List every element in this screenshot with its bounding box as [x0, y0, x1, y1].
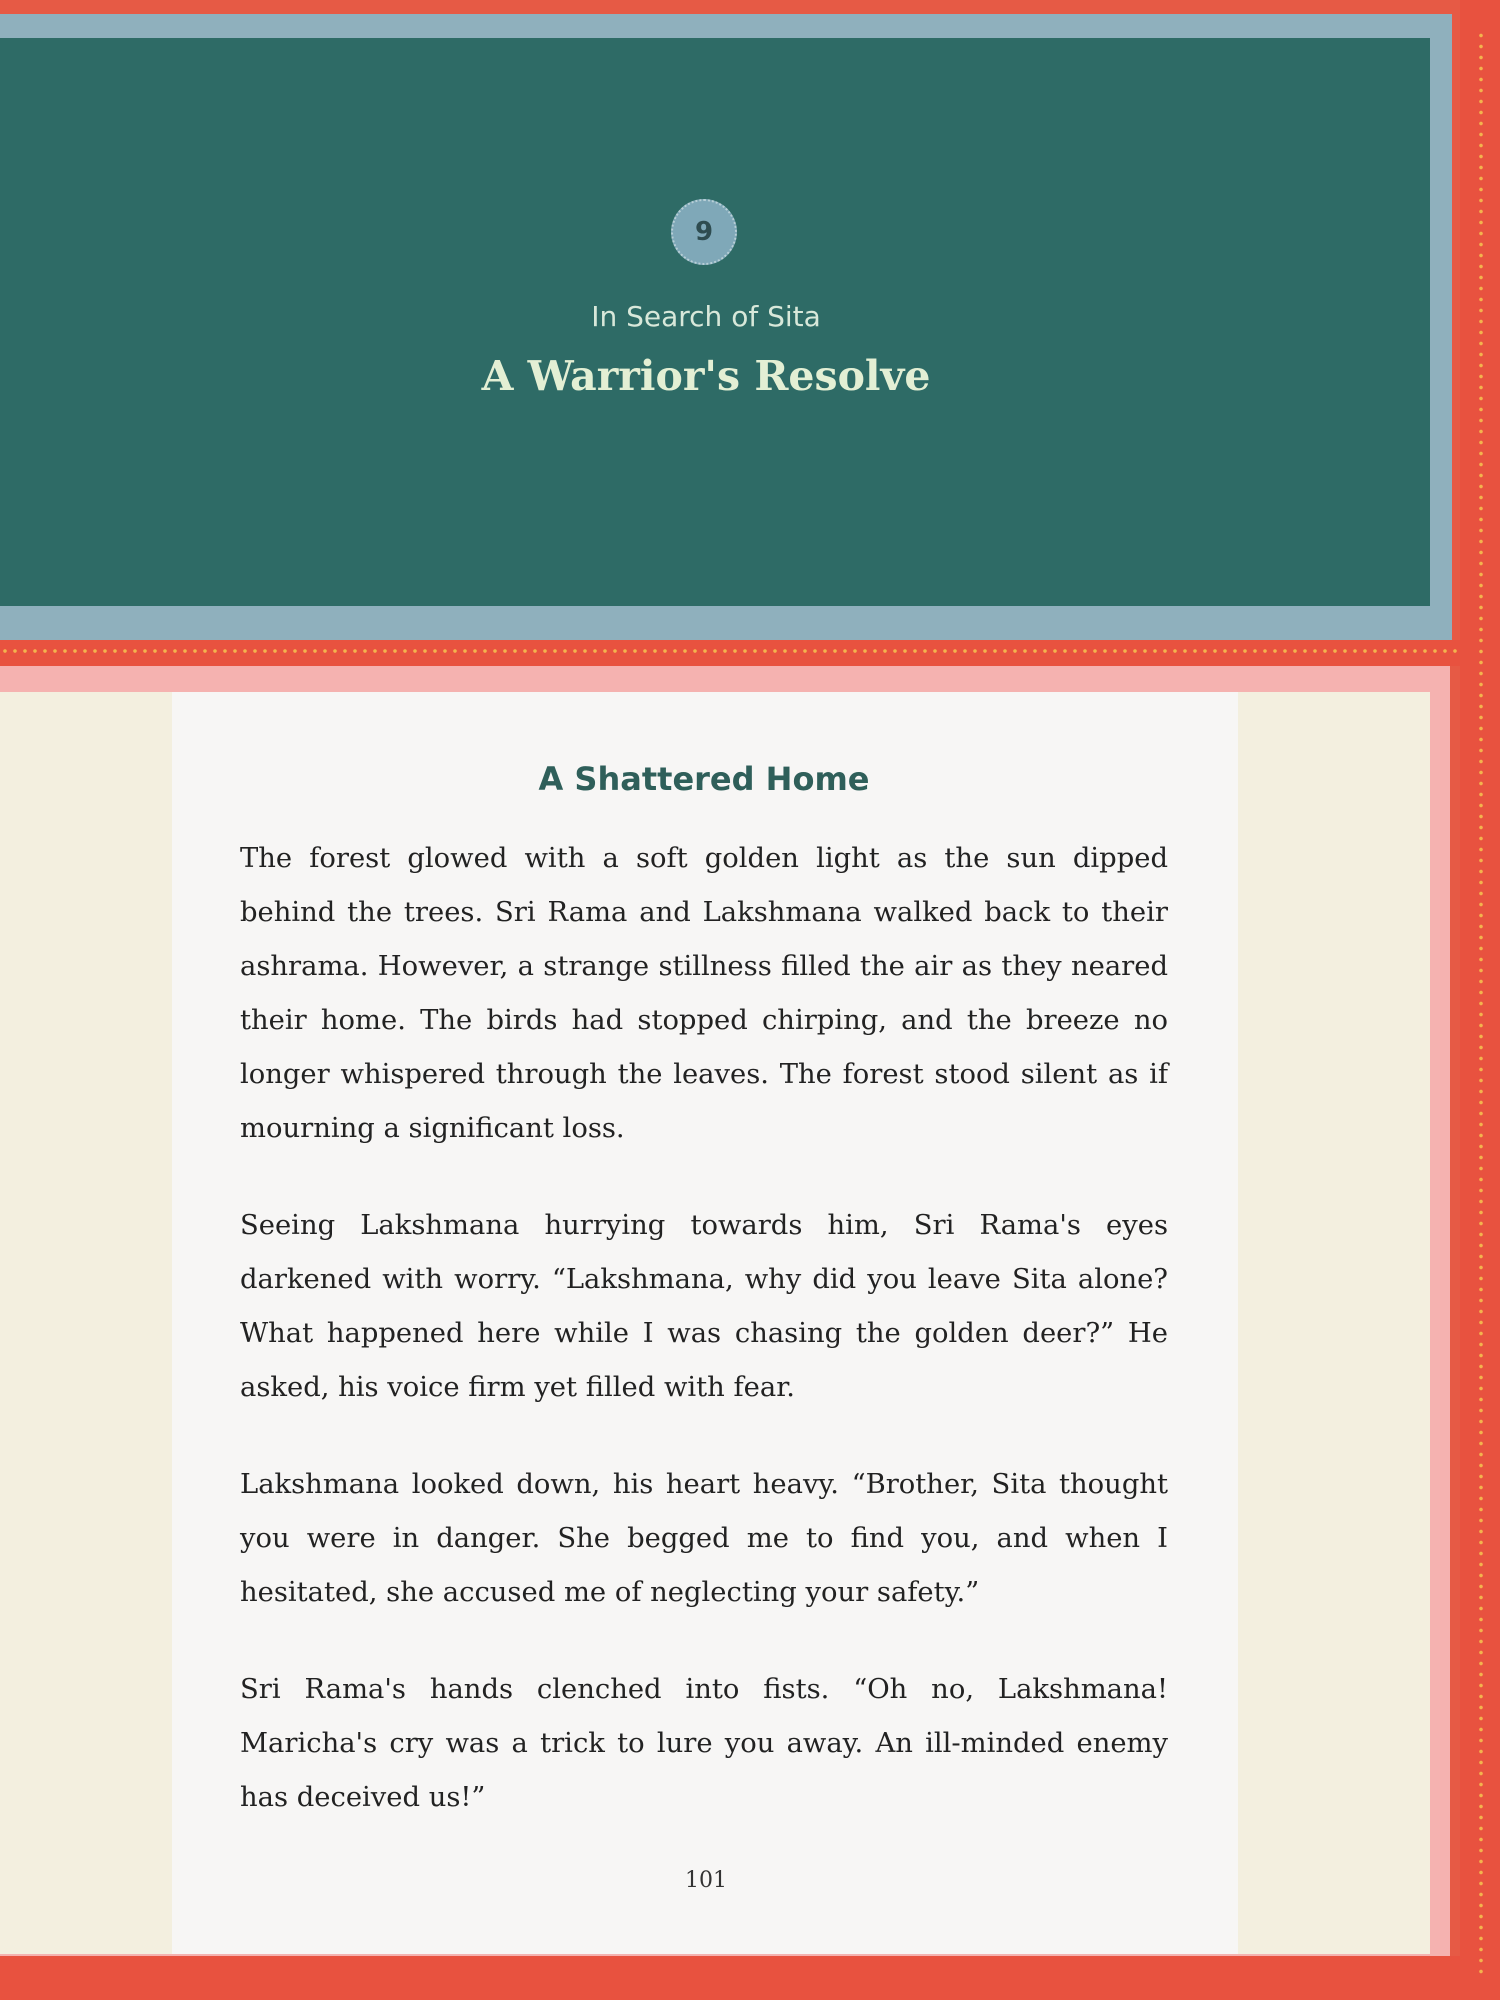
section-label: In Search of Sita: [591, 300, 821, 333]
decorative-dotted-band: [0, 640, 1460, 666]
bottom-border: [0, 1956, 1460, 2000]
paragraph: Seeing Lakshmana hurrying towards him, Sri Rama's eyes darkened with worry. “Lakshmana, why did you leave Sita alone? What happened here while I was chasing the golden deer?” He asked, his voice firm yet filled with fear.: [240, 1210, 1168, 1403]
right-border: [1460, 0, 1500, 2000]
chapter-badge: [671, 199, 737, 265]
dotted-line-vertical: [1478, 30, 1484, 1980]
dotted-line: [0, 648, 1460, 654]
chapter-number: 9: [694, 217, 714, 247]
paragraph: Lakshmana looked down, his heart heavy. “Brother, Sita thought you were in danger. She begged me to find you, and when I hesitated, she accused me of neglecting your safety.”: [240, 1469, 1168, 1608]
chapter-content: [240, 760, 1168, 1868]
section-heading: A Shattered Home: [538, 760, 870, 798]
page-number: 101: [685, 1868, 727, 1893]
chapter-title: A Warrior's Resolve: [481, 352, 931, 400]
paragraph: The forest glowed with a soft golden light as the sun dipped behind the trees. Sri Rama and Lakshmana walked back to their ashrama. However, a strange stillness filled the air as they neared their home. The birds had stopped chirping, and the breeze no longer whispered through the leaves. The forest stood silent as if mourning a significant loss.: [240, 843, 1168, 1144]
paragraph: Sri Rama's hands clenched into fists. “Oh no, Lakshmana! Maricha's cry was a trick to lure you away. An ill-minded enemy has deceived us!”: [240, 1674, 1168, 1813]
